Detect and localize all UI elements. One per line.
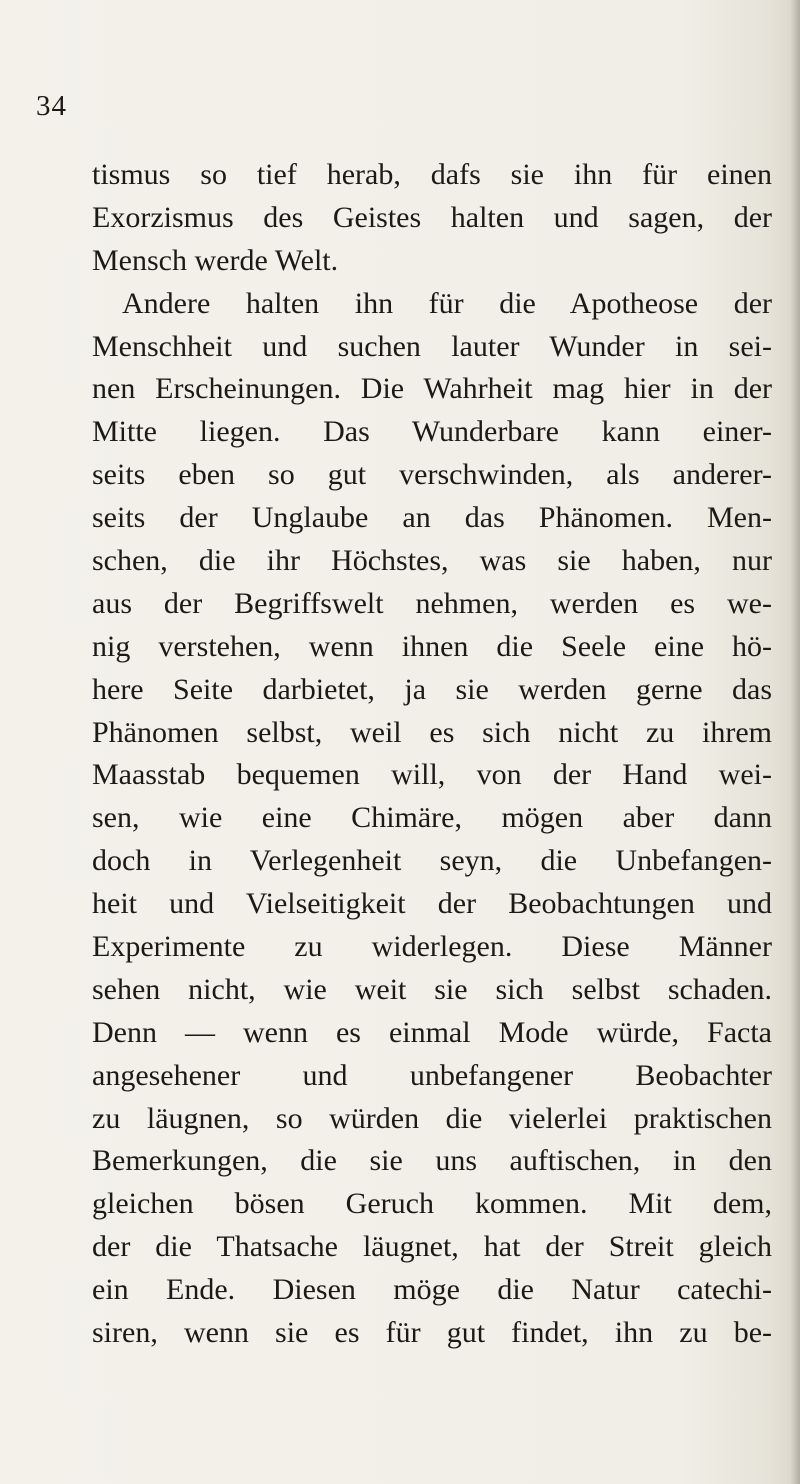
text-line: tismus so tief herab, dafs sie ihn für einen (92, 158, 772, 191)
text-line: angesehener und unbefangener Beobachter (92, 1058, 772, 1092)
text-line: ein Ende. Diesen möge die Natur catechi- (92, 1273, 772, 1307)
text-line: Bemerkungen, die sie uns auftischen, in den (92, 1144, 772, 1178)
text-line: nig verstehen, wenn ihnen die Seele eine hö- (92, 629, 772, 663)
text-line: Andere halten ihn für die Apotheose der (122, 286, 772, 320)
text-line: doch in Verlegenheit seyn, die Unbefangen- (92, 844, 772, 878)
page-edge-shadow (790, 0, 800, 1484)
page-number: 34 (36, 90, 67, 122)
text-line: Denn — wenn es einmal Mode würde, Facta (92, 1015, 772, 1049)
text-line: Exorzismus des Geistes halten und sagen, der (92, 200, 772, 234)
text-line: schen, die ihr Höchstes, was sie haben, nur (92, 544, 772, 578)
text-line: Menschheit und suchen lauter Wunder in sei- (92, 329, 772, 363)
text-line: Phänomen selbst, weil es sich nicht zu ihrem (92, 715, 772, 749)
text-line: Maasstab bequemen will, von der Hand wei- (92, 758, 772, 792)
text-line: gleichen bösen Geruch kommen. Mit dem, (92, 1187, 772, 1221)
text-line: Experimente zu widerlegen. Diese Männer (92, 930, 772, 964)
text-line: heit und Vielseitigkeit der Beobachtungen und (92, 887, 772, 921)
text-line: seits der Unglaube an das Phänomen. Men- (92, 501, 772, 535)
text-line: seits eben so gut verschwinden, als anderer- (92, 458, 772, 492)
text-line: sehen nicht, wie weit sie sich selbst schaden. (92, 972, 772, 1006)
text-line: here Seite darbietet, ja sie werden gerne das (92, 672, 772, 706)
text-line: zu läugnen, so würden die vielerlei praktischen (92, 1101, 772, 1135)
text-line: sen, wie eine Chimäre, mögen aber dann (92, 801, 772, 835)
text-line: siren, wenn sie es für gut findet, ihn zu be- (92, 1316, 772, 1350)
text-line: Mensch werde Welt. (92, 243, 339, 277)
text-line: aus der Begriffswelt nehmen, werden es we- (92, 586, 772, 620)
text-line: nen Erscheinungen. Die Wahrheit mag hier in der (92, 372, 772, 406)
body-text (92, 154, 772, 1355)
text-line: der die Thatsache läugnet, hat der Streit gleich (92, 1230, 772, 1264)
text-line: Mitte liegen. Das Wunderbare kann einer- (92, 415, 772, 449)
